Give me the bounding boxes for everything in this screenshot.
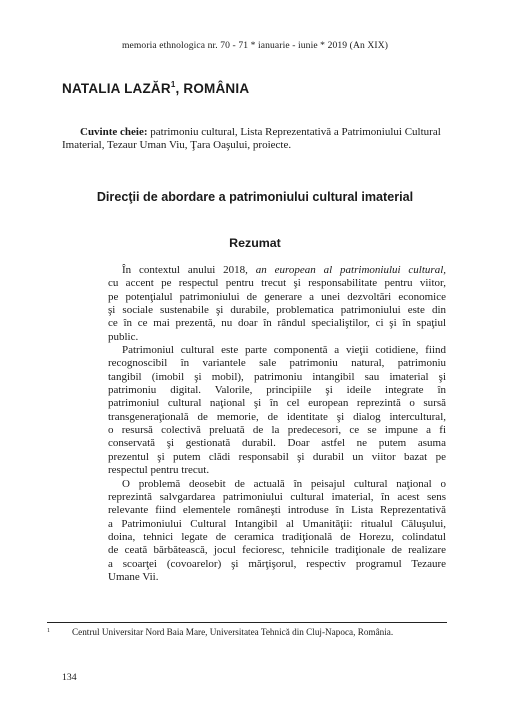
- abstract-line: o resursă colectivă preluată de la predecesori, ce se impune a fi: [108, 424, 446, 437]
- page-number: 134: [62, 672, 77, 683]
- abstract-line: conservată şi gestionată durabil. Doar astfel ne putem asuma: [108, 437, 446, 450]
- abstract-body: [108, 264, 446, 584]
- abstract-line: respectul pentru trecut.: [108, 464, 210, 477]
- abstract-line: recognoscibil în variantele sale patrimoniu natural, patrimoniu: [108, 357, 446, 370]
- footnote-text: Centrul Universitar Nord Baia Mare, Universitatea Tehnică din Cluj-Napoca, România.: [72, 627, 394, 637]
- abstract-heading: Rezumat: [229, 236, 281, 250]
- abstract-line: Umane Vii.: [108, 570, 159, 583]
- abstract-line: Patrimoniul cultural este parte componentă a vieţii cotidiene, fiind: [122, 344, 446, 357]
- abstract-line: relevante fiind elementele româneşti introduse în Lista Reprezentativă: [108, 504, 446, 517]
- abstract-line: patrimoniul cultural naţional şi în cel european reprezintă o sursă: [108, 397, 446, 410]
- abstract-line: public.: [108, 330, 139, 343]
- author-footnote-mark: 1: [170, 80, 176, 89]
- author-line: [62, 80, 249, 96]
- abstract-emphasis: an european al patrimoniului cultural,: [255, 264, 446, 276]
- abstract-line: a scoarţei (covoarelor) şi mărţişorul, respectiv programul Tezaure: [108, 557, 446, 570]
- footnote: [47, 627, 467, 637]
- abstract-line: prezentul şi putem clădi responsabil şi durabil un viitor bazat pe: [108, 450, 446, 463]
- abstract-text: În contextul anului 2018,: [122, 264, 256, 276]
- abstract-line: patrimoniu digital. Valorile, principiile şi ideile integrate în: [108, 384, 446, 397]
- abstract-line: de ceată bărbătească, jocul fecioresc, tehnicile tradiţionale de realizare: [108, 544, 446, 557]
- footnote-mark: 1: [47, 628, 50, 634]
- author-country: , ROMÂNIA: [175, 81, 250, 96]
- abstract-line: O problemă deosebit de actuală în peisajul cultural naţional o: [122, 477, 446, 490]
- abstract-line: doina, tehnici legate de ceramica tradiţională de Horezu, colindatul: [108, 530, 446, 543]
- author-name: NATALIA LAZĂR: [62, 81, 171, 96]
- article-title: Direcţii de abordare a patrimoniului cultural imaterial: [96, 190, 414, 204]
- abstract-line: tangibil (imobil şi mobil), patrimoniu intangibil sau imaterial şi: [108, 370, 446, 383]
- abstract-line: cu accent pe respectul pentru trecut şi responsabilitate pentru viitor,: [108, 277, 446, 290]
- abstract-line: a Patrimoniului Cultural Intangibil al Umanităţii: ritualul Căluşului,: [108, 517, 446, 530]
- running-header: memoria ethnologica nr. 70 - 71 * ianuarie - iunie * 2019 (An XIX): [121, 40, 389, 51]
- abstract-line: şi sociale sustenabile şi durabile, problematica patrimoniului este din: [108, 304, 446, 317]
- keywords-text: patrimoniu cultural, Lista Reprezentativă a Patrimoniului Cultural Imaterial, Tezaur Uman Viu, Ţara Oaşului, proiecte.: [62, 126, 441, 152]
- keywords-block: [62, 126, 448, 153]
- keywords-label: Cuvinte cheie:: [80, 126, 148, 138]
- abstract-line: reprezintă salvgardarea patrimoniului cultural imaterial, în acest sens: [108, 490, 446, 503]
- abstract-line: pe potenţialul patrimoniului de generare a unei dezvoltări economice: [108, 290, 446, 303]
- abstract-line: [108, 264, 446, 277]
- footnote-divider: [47, 622, 447, 623]
- abstract-line: ce în ce mai prezentă, nu doar în rândul specialiştilor, ci şi în spaţiul: [108, 317, 446, 330]
- abstract-line: transgeneraţională de memorie, de identitate şi dialog intercultural,: [108, 410, 446, 423]
